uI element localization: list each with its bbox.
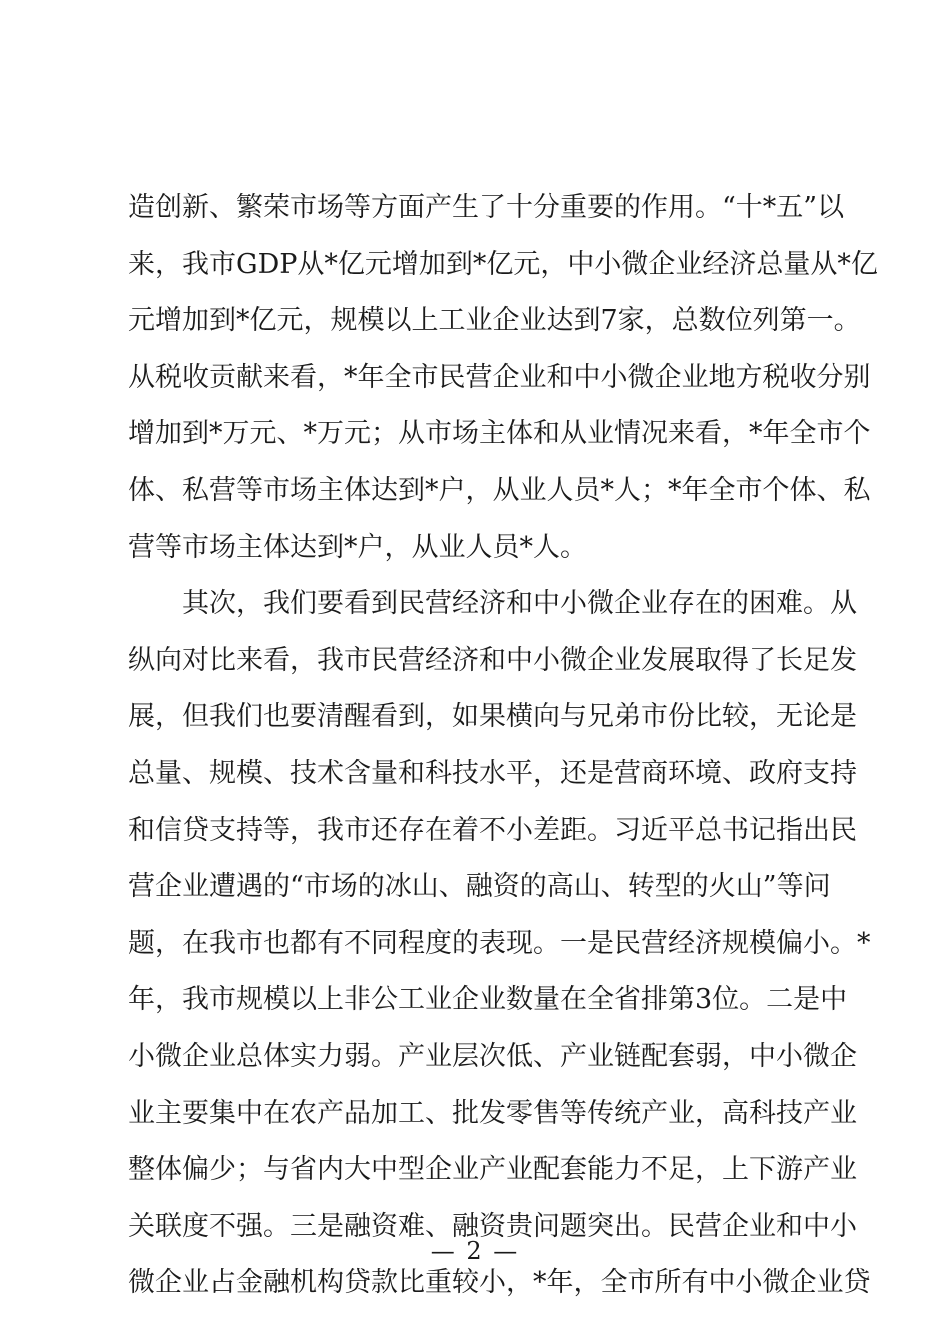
text-line: 总量、规模、技术含量和科技水平，还是营商环境、政府支持 (128, 757, 857, 789)
text-line: 业主要集中在农产品加工、批发零售等传统产业，高科技产业 (128, 1097, 857, 1129)
text-line: 展，但我们也要清醒看到，如果横向与兄弟市份比较，无论是 (128, 701, 857, 733)
page-number: — 2 — (430, 1237, 520, 1265)
paragraph-1 (128, 180, 878, 576)
text-line: 营等市场主体达到*户，从业人员*人。 (128, 531, 587, 563)
text-line: 造创新、繁荣市场等方面产生了十分重要的作用。“十*五”以 (128, 192, 845, 223)
text-line: 小微企业总体实力弱。产业层次低、产业链配套弱，中小微企 (128, 1040, 857, 1072)
text-line: 微企业占金融机构贷款比重较小，*年，全市所有中小微企业贷 (128, 1267, 871, 1299)
text-line: 整体偏少；与省内大中型企业产业配套能力不足，上下游产业 (128, 1154, 857, 1186)
text-line: 营企业遭遇的“市场的冰山、融资的高山、转型的火山”等问 (128, 871, 831, 903)
text-line: 题，在我市也都有不同程度的表现。一是民营经济规模偏小。* (128, 927, 871, 959)
text-line: 从税收贡献来看，*年全市民营企业和中小微企业地方税收分别 (128, 361, 871, 393)
text-line: 来，我市GDP从*亿元增加到*亿元，中小微企业经济总量从*亿 (128, 248, 878, 280)
text-line: 和信贷支持等，我市还存在着不小差距。习近平总书记指出民 (128, 814, 857, 846)
text-line: 其次，我们要看到民营经济和中小微企业存在的困难。从 (182, 588, 857, 620)
body-text (128, 180, 878, 1312)
text-line: 增加到*万元、*万元；从市场主体和从业情况来看，*年全市个 (128, 418, 871, 450)
text-line: 体、私营等市场主体达到*户，从业人员*人；*年全市个体、私 (128, 474, 871, 506)
text-line: 年，我市规模以上非公工业企业数量在全省排第3位。二是中 (128, 984, 848, 1016)
text-line: 纵向对比来看，我市民营经济和中小微企业发展取得了长足发 (128, 644, 857, 676)
text-line: 关联度不强。三是融资难、融资贵问题突出。民营企业和中小 (128, 1210, 857, 1242)
text-line: 元增加到*亿元，规模以上工业企业达到7家，总数位列第一。 (128, 305, 861, 337)
paragraph-2 (128, 576, 871, 1312)
